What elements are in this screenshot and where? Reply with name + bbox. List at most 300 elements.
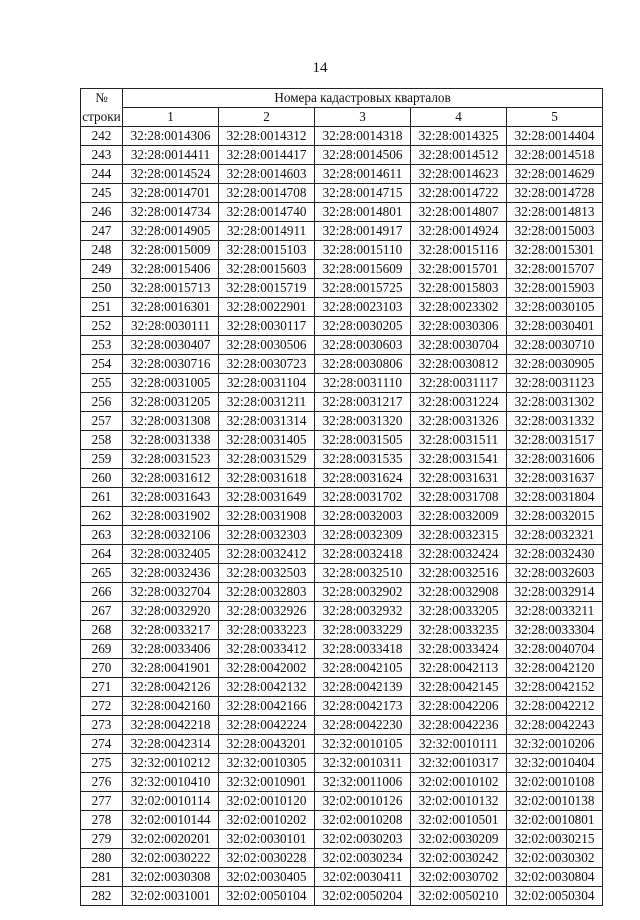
cadastral-number-cell: 32:02:0030702 — [411, 868, 507, 887]
cadastral-number-cell: 32:02:0010208 — [315, 811, 411, 830]
cadastral-number-cell: 32:28:0042126 — [123, 678, 219, 697]
table-body — [81, 127, 603, 906]
cadastral-number-cell: 32:28:0032914 — [507, 583, 603, 602]
column-header: 4 — [411, 108, 507, 127]
cadastral-number-cell: 32:28:0032932 — [315, 602, 411, 621]
cadastral-number-cell: 32:28:0031624 — [315, 469, 411, 488]
row-number-cell: 249 — [81, 260, 123, 279]
table-row — [81, 640, 603, 659]
cadastral-number-cell: 32:28:0042224 — [219, 716, 315, 735]
cadastral-number-cell: 32:02:0050104 — [219, 887, 315, 906]
cadastral-number-cell: 32:28:0014924 — [411, 222, 507, 241]
cadastral-number-cell: 32:28:0015406 — [123, 260, 219, 279]
cadastral-number-cell: 32:02:0030209 — [411, 830, 507, 849]
cadastral-number-cell: 32:02:0030203 — [315, 830, 411, 849]
cadastral-number-cell: 32:28:0042212 — [507, 697, 603, 716]
cadastral-number-cell: 32:02:0030101 — [219, 830, 315, 849]
cadastral-number-cell: 32:28:0014623 — [411, 165, 507, 184]
cadastral-number-cell: 32:02:0010114 — [123, 792, 219, 811]
cadastral-number-cell: 32:28:0014512 — [411, 146, 507, 165]
table-row — [81, 545, 603, 564]
cadastral-number-cell: 32:28:0031631 — [411, 469, 507, 488]
row-number-cell: 266 — [81, 583, 123, 602]
cadastral-number-cell: 32:28:0043201 — [219, 735, 315, 754]
cadastral-number-cell: 32:02:0020201 — [123, 830, 219, 849]
cadastral-number-cell: 32:28:0015603 — [219, 260, 315, 279]
cadastral-number-cell: 32:28:0032309 — [315, 526, 411, 545]
cadastral-number-cell: 32:28:0032704 — [123, 583, 219, 602]
cadastral-number-cell: 32:28:0033406 — [123, 640, 219, 659]
cadastral-number-cell: 32:28:0032405 — [123, 545, 219, 564]
row-number-cell: 273 — [81, 716, 123, 735]
cadastral-number-cell: 32:28:0015009 — [123, 241, 219, 260]
row-number-cell: 268 — [81, 621, 123, 640]
cadastral-number-cell: 32:28:0030117 — [219, 317, 315, 336]
cadastral-number-cell: 32:28:0042173 — [315, 697, 411, 716]
cadastral-number-cell: 32:28:0030710 — [507, 336, 603, 355]
cadastral-number-cell: 32:28:0032418 — [315, 545, 411, 564]
row-number-cell: 243 — [81, 146, 123, 165]
cadastral-number-cell: 32:02:0030215 — [507, 830, 603, 849]
cadastral-number-cell: 32:02:0010120 — [219, 792, 315, 811]
cadastral-number-cell: 32:28:0015707 — [507, 260, 603, 279]
row-number-cell: 255 — [81, 374, 123, 393]
cadastral-number-cell: 32:28:0015725 — [315, 279, 411, 298]
cadastral-number-cell: 32:28:0014518 — [507, 146, 603, 165]
row-number-cell: 242 — [81, 127, 123, 146]
cadastral-number-cell: 32:02:0030228 — [219, 849, 315, 868]
cadastral-number-cell: 32:28:0014603 — [219, 165, 315, 184]
cadastral-number-cell: 32:28:0030506 — [219, 336, 315, 355]
cadastral-number-cell: 32:28:0014312 — [219, 127, 315, 146]
table-row — [81, 203, 603, 222]
row-number-cell: 262 — [81, 507, 123, 526]
cadastral-number-cell: 32:28:0033412 — [219, 640, 315, 659]
cadastral-number-cell: 32:28:0030306 — [411, 317, 507, 336]
cadastral-number-cell: 32:28:0031511 — [411, 431, 507, 450]
row-number-cell: 276 — [81, 773, 123, 792]
row-number-cell: 256 — [81, 393, 123, 412]
table-row — [81, 849, 603, 868]
cadastral-number-cell: 32:32:0010111 — [411, 735, 507, 754]
cadastral-number-cell: 32:28:0014708 — [219, 184, 315, 203]
row-number-cell: 252 — [81, 317, 123, 336]
cadastral-number-cell: 32:02:0010144 — [123, 811, 219, 830]
cadastral-number-cell: 32:02:0050204 — [315, 887, 411, 906]
cadastral-number-cell: 32:28:0033424 — [411, 640, 507, 659]
cadastral-number-cell: 32:28:0030205 — [315, 317, 411, 336]
cadastral-number-cell: 32:28:0031211 — [219, 393, 315, 412]
cadastral-number-cell: 32:28:0031205 — [123, 393, 219, 412]
cadastral-number-cell: 32:28:0014318 — [315, 127, 411, 146]
column-header: 1 — [123, 108, 219, 127]
row-number-cell: 265 — [81, 564, 123, 583]
cadastral-number-cell: 32:28:0015803 — [411, 279, 507, 298]
table-row — [81, 754, 603, 773]
cadastral-number-cell: 32:28:0031005 — [123, 374, 219, 393]
cadastral-number-cell: 32:28:0032303 — [219, 526, 315, 545]
cadastral-number-cell: 32:28:0033229 — [315, 621, 411, 640]
row-number-cell: 263 — [81, 526, 123, 545]
table-row — [81, 716, 603, 735]
cadastral-number-cell: 32:28:0014524 — [123, 165, 219, 184]
row-number-header-bottom: строки — [81, 108, 123, 127]
header-row-1 — [81, 89, 603, 108]
cadastral-number-cell: 32:28:0042105 — [315, 659, 411, 678]
cadastral-number-cell: 32:28:0030401 — [507, 317, 603, 336]
cadastral-number-cell: 32:28:0042120 — [507, 659, 603, 678]
cadastral-number-cell: 32:02:0030405 — [219, 868, 315, 887]
row-number-cell: 279 — [81, 830, 123, 849]
cadastral-number-cell: 32:02:0010801 — [507, 811, 603, 830]
cadastral-number-cell: 32:28:0014734 — [123, 203, 219, 222]
cadastral-number-cell: 32:28:0014813 — [507, 203, 603, 222]
cadastral-number-cell: 32:28:0032803 — [219, 583, 315, 602]
cadastral-number-cell: 32:28:0014506 — [315, 146, 411, 165]
cadastral-number-cell: 32:28:0014715 — [315, 184, 411, 203]
table-row — [81, 811, 603, 830]
cadastral-number-cell: 32:28:0032015 — [507, 507, 603, 526]
cadastral-number-cell: 32:28:0032424 — [411, 545, 507, 564]
table-row — [81, 583, 603, 602]
cadastral-number-cell: 32:28:0014917 — [315, 222, 411, 241]
cadastral-number-cell: 32:32:0010410 — [123, 773, 219, 792]
cadastral-number-cell: 32:28:0031637 — [507, 469, 603, 488]
cadastral-number-cell: 32:32:0010901 — [219, 773, 315, 792]
row-number-cell: 267 — [81, 602, 123, 621]
cadastral-number-cell: 32:28:0014306 — [123, 127, 219, 146]
table-row — [81, 412, 603, 431]
row-number-cell: 254 — [81, 355, 123, 374]
cadastral-number-cell: 32:02:0010202 — [219, 811, 315, 830]
cadastral-number-cell: 32:28:0042132 — [219, 678, 315, 697]
cadastral-number-cell: 32:28:0031708 — [411, 488, 507, 507]
table-row — [81, 127, 603, 146]
cadastral-number-cell: 32:28:0031517 — [507, 431, 603, 450]
table-row — [81, 564, 603, 583]
cadastral-number-cell: 32:28:0033205 — [411, 602, 507, 621]
cadastral-number-cell: 32:28:0031308 — [123, 412, 219, 431]
cadastral-number-cell: 32:02:0031001 — [123, 887, 219, 906]
cadastral-number-cell: 32:28:0031612 — [123, 469, 219, 488]
cadastral-number-cell: 32:28:0042113 — [411, 659, 507, 678]
column-header: 3 — [315, 108, 411, 127]
cadastral-number-cell: 32:28:0014728 — [507, 184, 603, 203]
cadastral-number-cell: 32:28:0032009 — [411, 507, 507, 526]
cadastral-number-cell: 32:28:0022901 — [219, 298, 315, 317]
cadastral-number-cell: 32:28:0042236 — [411, 716, 507, 735]
cadastral-number-cell: 32:28:0033223 — [219, 621, 315, 640]
cadastral-number-cell: 32:28:0042206 — [411, 697, 507, 716]
table-row — [81, 165, 603, 184]
cadastral-number-cell: 32:02:0010501 — [411, 811, 507, 830]
cadastral-number-cell: 32:02:0030804 — [507, 868, 603, 887]
cadastral-number-cell: 32:28:0032106 — [123, 526, 219, 545]
row-number-cell: 250 — [81, 279, 123, 298]
cadastral-number-cell: 32:28:0031332 — [507, 412, 603, 431]
cadastral-number-cell: 32:28:0032315 — [411, 526, 507, 545]
cadastral-number-cell: 32:28:0030723 — [219, 355, 315, 374]
row-number-cell: 248 — [81, 241, 123, 260]
cadastral-number-cell: 32:02:0030222 — [123, 849, 219, 868]
table-row — [81, 469, 603, 488]
cadastral-number-cell: 32:28:0015903 — [507, 279, 603, 298]
cadastral-number-cell: 32:28:0032003 — [315, 507, 411, 526]
table-row — [81, 830, 603, 849]
row-number-cell: 260 — [81, 469, 123, 488]
table-row — [81, 184, 603, 203]
cadastral-number-cell: 32:28:0030704 — [411, 336, 507, 355]
cadastral-number-cell: 32:32:0010317 — [411, 754, 507, 773]
cadastral-number-cell: 32:28:0033418 — [315, 640, 411, 659]
cadastral-number-cell: 32:28:0033217 — [123, 621, 219, 640]
cadastral-number-cell: 32:28:0014325 — [411, 127, 507, 146]
table-row — [81, 602, 603, 621]
row-number-cell: 272 — [81, 697, 123, 716]
cadastral-quarters-table — [80, 88, 603, 906]
cadastral-number-cell: 32:28:0015116 — [411, 241, 507, 260]
cadastral-number-cell: 32:28:0032516 — [411, 564, 507, 583]
cadastral-number-cell: 32:32:0010212 — [123, 754, 219, 773]
cadastral-number-cell: 32:28:0042160 — [123, 697, 219, 716]
group-title-header: Номера кадастровых кварталов — [123, 89, 603, 108]
cadastral-number-cell: 32:28:0031618 — [219, 469, 315, 488]
cadastral-number-cell: 32:28:0031804 — [507, 488, 603, 507]
cadastral-number-cell: 32:28:0015609 — [315, 260, 411, 279]
cadastral-number-cell: 32:28:0031117 — [411, 374, 507, 393]
cadastral-number-cell: 32:28:0032908 — [411, 583, 507, 602]
row-number-cell: 277 — [81, 792, 123, 811]
table-row — [81, 260, 603, 279]
cadastral-number-cell: 32:28:0042145 — [411, 678, 507, 697]
cadastral-number-cell: 32:28:0031529 — [219, 450, 315, 469]
row-number-cell: 246 — [81, 203, 123, 222]
column-header: 2 — [219, 108, 315, 127]
cadastral-number-cell: 32:28:0031123 — [507, 374, 603, 393]
cadastral-number-cell: 32:28:0030905 — [507, 355, 603, 374]
table-row — [81, 488, 603, 507]
cadastral-number-cell: 32:28:0023103 — [315, 298, 411, 317]
cadastral-number-cell: 32:28:0033211 — [507, 602, 603, 621]
row-number-cell: 257 — [81, 412, 123, 431]
cadastral-number-cell: 32:28:0014411 — [123, 146, 219, 165]
row-number-cell: 258 — [81, 431, 123, 450]
table-row — [81, 450, 603, 469]
cadastral-number-cell: 32:28:0014807 — [411, 203, 507, 222]
cadastral-number-cell: 32:02:0030234 — [315, 849, 411, 868]
cadastral-number-cell: 32:28:0032436 — [123, 564, 219, 583]
table-row — [81, 241, 603, 260]
cadastral-number-cell: 32:28:0031523 — [123, 450, 219, 469]
cadastral-number-cell: 32:28:0031702 — [315, 488, 411, 507]
cadastral-number-cell: 32:28:0014801 — [315, 203, 411, 222]
row-number-cell: 281 — [81, 868, 123, 887]
cadastral-number-cell: 32:28:0031902 — [123, 507, 219, 526]
cadastral-number-cell: 32:28:0042218 — [123, 716, 219, 735]
table-header — [81, 89, 603, 127]
cadastral-number-cell: 32:28:0041901 — [123, 659, 219, 678]
cadastral-number-cell: 32:28:0031217 — [315, 393, 411, 412]
cadastral-number-cell: 32:32:0010305 — [219, 754, 315, 773]
row-number-cell: 253 — [81, 336, 123, 355]
cadastral-number-cell: 32:02:0050210 — [411, 887, 507, 906]
table-row — [81, 222, 603, 241]
table-row — [81, 298, 603, 317]
cadastral-number-cell: 32:28:0016301 — [123, 298, 219, 317]
cadastral-number-cell: 32:28:0033304 — [507, 621, 603, 640]
cadastral-number-cell: 32:02:0050304 — [507, 887, 603, 906]
cadastral-number-cell: 32:28:0042139 — [315, 678, 411, 697]
cadastral-number-cell: 32:28:0014404 — [507, 127, 603, 146]
cadastral-number-cell: 32:28:0033235 — [411, 621, 507, 640]
cadastral-number-cell: 32:02:0030308 — [123, 868, 219, 887]
cadastral-number-cell: 32:02:0030302 — [507, 849, 603, 868]
row-number-cell: 244 — [81, 165, 123, 184]
cadastral-number-cell: 32:28:0014611 — [315, 165, 411, 184]
table-row — [81, 374, 603, 393]
row-number-cell: 251 — [81, 298, 123, 317]
cadastral-number-cell: 32:28:0030716 — [123, 355, 219, 374]
cadastral-number-cell: 32:28:0031338 — [123, 431, 219, 450]
cadastral-number-cell: 32:28:0014722 — [411, 184, 507, 203]
cadastral-number-cell: 32:28:0015713 — [123, 279, 219, 298]
cadastral-number-cell: 32:28:0015701 — [411, 260, 507, 279]
cadastral-number-cell: 32:28:0032902 — [315, 583, 411, 602]
cadastral-number-cell: 32:28:0042166 — [219, 697, 315, 716]
cadastral-number-cell: 32:28:0015719 — [219, 279, 315, 298]
row-number-cell: 245 — [81, 184, 123, 203]
cadastral-number-cell: 32:02:0030242 — [411, 849, 507, 868]
cadastral-number-cell: 32:28:0031505 — [315, 431, 411, 450]
cadastral-number-cell: 32:28:0032926 — [219, 602, 315, 621]
cadastral-number-cell: 32:28:0030806 — [315, 355, 411, 374]
table-row — [81, 868, 603, 887]
cadastral-number-cell: 32:28:0014905 — [123, 222, 219, 241]
row-number-cell: 269 — [81, 640, 123, 659]
cadastral-number-cell: 32:32:0011006 — [315, 773, 411, 792]
cadastral-number-cell: 32:28:0015103 — [219, 241, 315, 260]
table-row — [81, 678, 603, 697]
cadastral-number-cell: 32:28:0014740 — [219, 203, 315, 222]
cadastral-number-cell: 32:28:0042243 — [507, 716, 603, 735]
cadastral-number-cell: 32:28:0023302 — [411, 298, 507, 317]
cadastral-number-cell: 32:32:0010311 — [315, 754, 411, 773]
cadastral-number-cell: 32:28:0031541 — [411, 450, 507, 469]
cadastral-number-cell: 32:02:0010132 — [411, 792, 507, 811]
table-row — [81, 526, 603, 545]
cadastral-number-cell: 32:28:0032510 — [315, 564, 411, 583]
cadastral-number-cell: 32:28:0032321 — [507, 526, 603, 545]
cadastral-number-cell: 32:02:0030411 — [315, 868, 411, 887]
row-number-cell: 271 — [81, 678, 123, 697]
row-number-header-top: № — [81, 89, 123, 108]
cadastral-number-cell: 32:28:0032603 — [507, 564, 603, 583]
cadastral-number-cell: 32:02:0010138 — [507, 792, 603, 811]
cadastral-number-cell: 32:28:0042152 — [507, 678, 603, 697]
cadastral-number-cell: 32:28:0042230 — [315, 716, 411, 735]
header-row-2 — [81, 108, 603, 127]
cadastral-number-cell: 32:02:0010102 — [411, 773, 507, 792]
cadastral-number-cell: 32:28:0031104 — [219, 374, 315, 393]
column-header: 5 — [507, 108, 603, 127]
cadastral-number-cell: 32:28:0031224 — [411, 393, 507, 412]
cadastral-number-cell: 32:28:0032412 — [219, 545, 315, 564]
cadastral-number-cell: 32:28:0032920 — [123, 602, 219, 621]
table-row — [81, 146, 603, 165]
cadastral-number-cell: 32:28:0031908 — [219, 507, 315, 526]
cadastral-number-cell: 32:28:0014629 — [507, 165, 603, 184]
cadastral-number-cell: 32:28:0031606 — [507, 450, 603, 469]
row-number-cell: 274 — [81, 735, 123, 754]
cadastral-number-cell: 32:28:0042314 — [123, 735, 219, 754]
table-row — [81, 887, 603, 906]
cadastral-number-cell: 32:28:0031320 — [315, 412, 411, 431]
cadastral-number-cell: 32:28:0031302 — [507, 393, 603, 412]
row-number-cell: 264 — [81, 545, 123, 564]
cadastral-number-cell: 32:28:0031110 — [315, 374, 411, 393]
cadastral-number-cell: 32:28:0031535 — [315, 450, 411, 469]
cadastral-number-cell: 32:28:0014701 — [123, 184, 219, 203]
cadastral-number-cell: 32:28:0015003 — [507, 222, 603, 241]
row-number-cell: 275 — [81, 754, 123, 773]
table-row — [81, 697, 603, 716]
cadastral-number-cell: 32:28:0042002 — [219, 659, 315, 678]
row-number-cell: 282 — [81, 887, 123, 906]
cadastral-number-cell: 32:28:0030105 — [507, 298, 603, 317]
page-number: 14 — [312, 60, 328, 76]
cadastral-number-cell: 32:28:0030603 — [315, 336, 411, 355]
row-number-cell: 278 — [81, 811, 123, 830]
table-row — [81, 773, 603, 792]
table-row — [81, 621, 603, 640]
cadastral-number-cell: 32:28:0031643 — [123, 488, 219, 507]
cadastral-number-cell: 32:28:0031314 — [219, 412, 315, 431]
row-number-cell: 247 — [81, 222, 123, 241]
cadastral-number-cell: 32:28:0032503 — [219, 564, 315, 583]
table-row — [81, 431, 603, 450]
table-row — [81, 393, 603, 412]
cadastral-number-cell: 32:28:0031405 — [219, 431, 315, 450]
cadastral-number-cell: 32:28:0031649 — [219, 488, 315, 507]
table-row — [81, 735, 603, 754]
table-row — [81, 659, 603, 678]
row-number-cell: 259 — [81, 450, 123, 469]
row-number-cell: 280 — [81, 849, 123, 868]
table-row — [81, 355, 603, 374]
cadastral-number-cell: 32:28:0030111 — [123, 317, 219, 336]
table-row — [81, 317, 603, 336]
row-number-cell: 261 — [81, 488, 123, 507]
cadastral-number-cell: 32:28:0015301 — [507, 241, 603, 260]
table-row — [81, 279, 603, 298]
cadastral-number-cell: 32:32:0010105 — [315, 735, 411, 754]
cadastral-number-cell: 32:32:0010206 — [507, 735, 603, 754]
table-row — [81, 792, 603, 811]
cadastral-number-cell: 32:02:0010108 — [507, 773, 603, 792]
cadastral-number-cell: 32:32:0010404 — [507, 754, 603, 773]
cadastral-number-cell: 32:28:0015110 — [315, 241, 411, 260]
table-row — [81, 507, 603, 526]
cadastral-number-cell: 32:28:0030407 — [123, 336, 219, 355]
cadastral-number-cell: 32:28:0032430 — [507, 545, 603, 564]
cadastral-number-cell: 32:28:0040704 — [507, 640, 603, 659]
cadastral-number-cell: 32:28:0031326 — [411, 412, 507, 431]
cadastral-number-cell: 32:28:0014417 — [219, 146, 315, 165]
cadastral-number-cell: 32:02:0010126 — [315, 792, 411, 811]
table-row — [81, 336, 603, 355]
row-number-cell: 270 — [81, 659, 123, 678]
cadastral-number-cell: 32:28:0030812 — [411, 355, 507, 374]
